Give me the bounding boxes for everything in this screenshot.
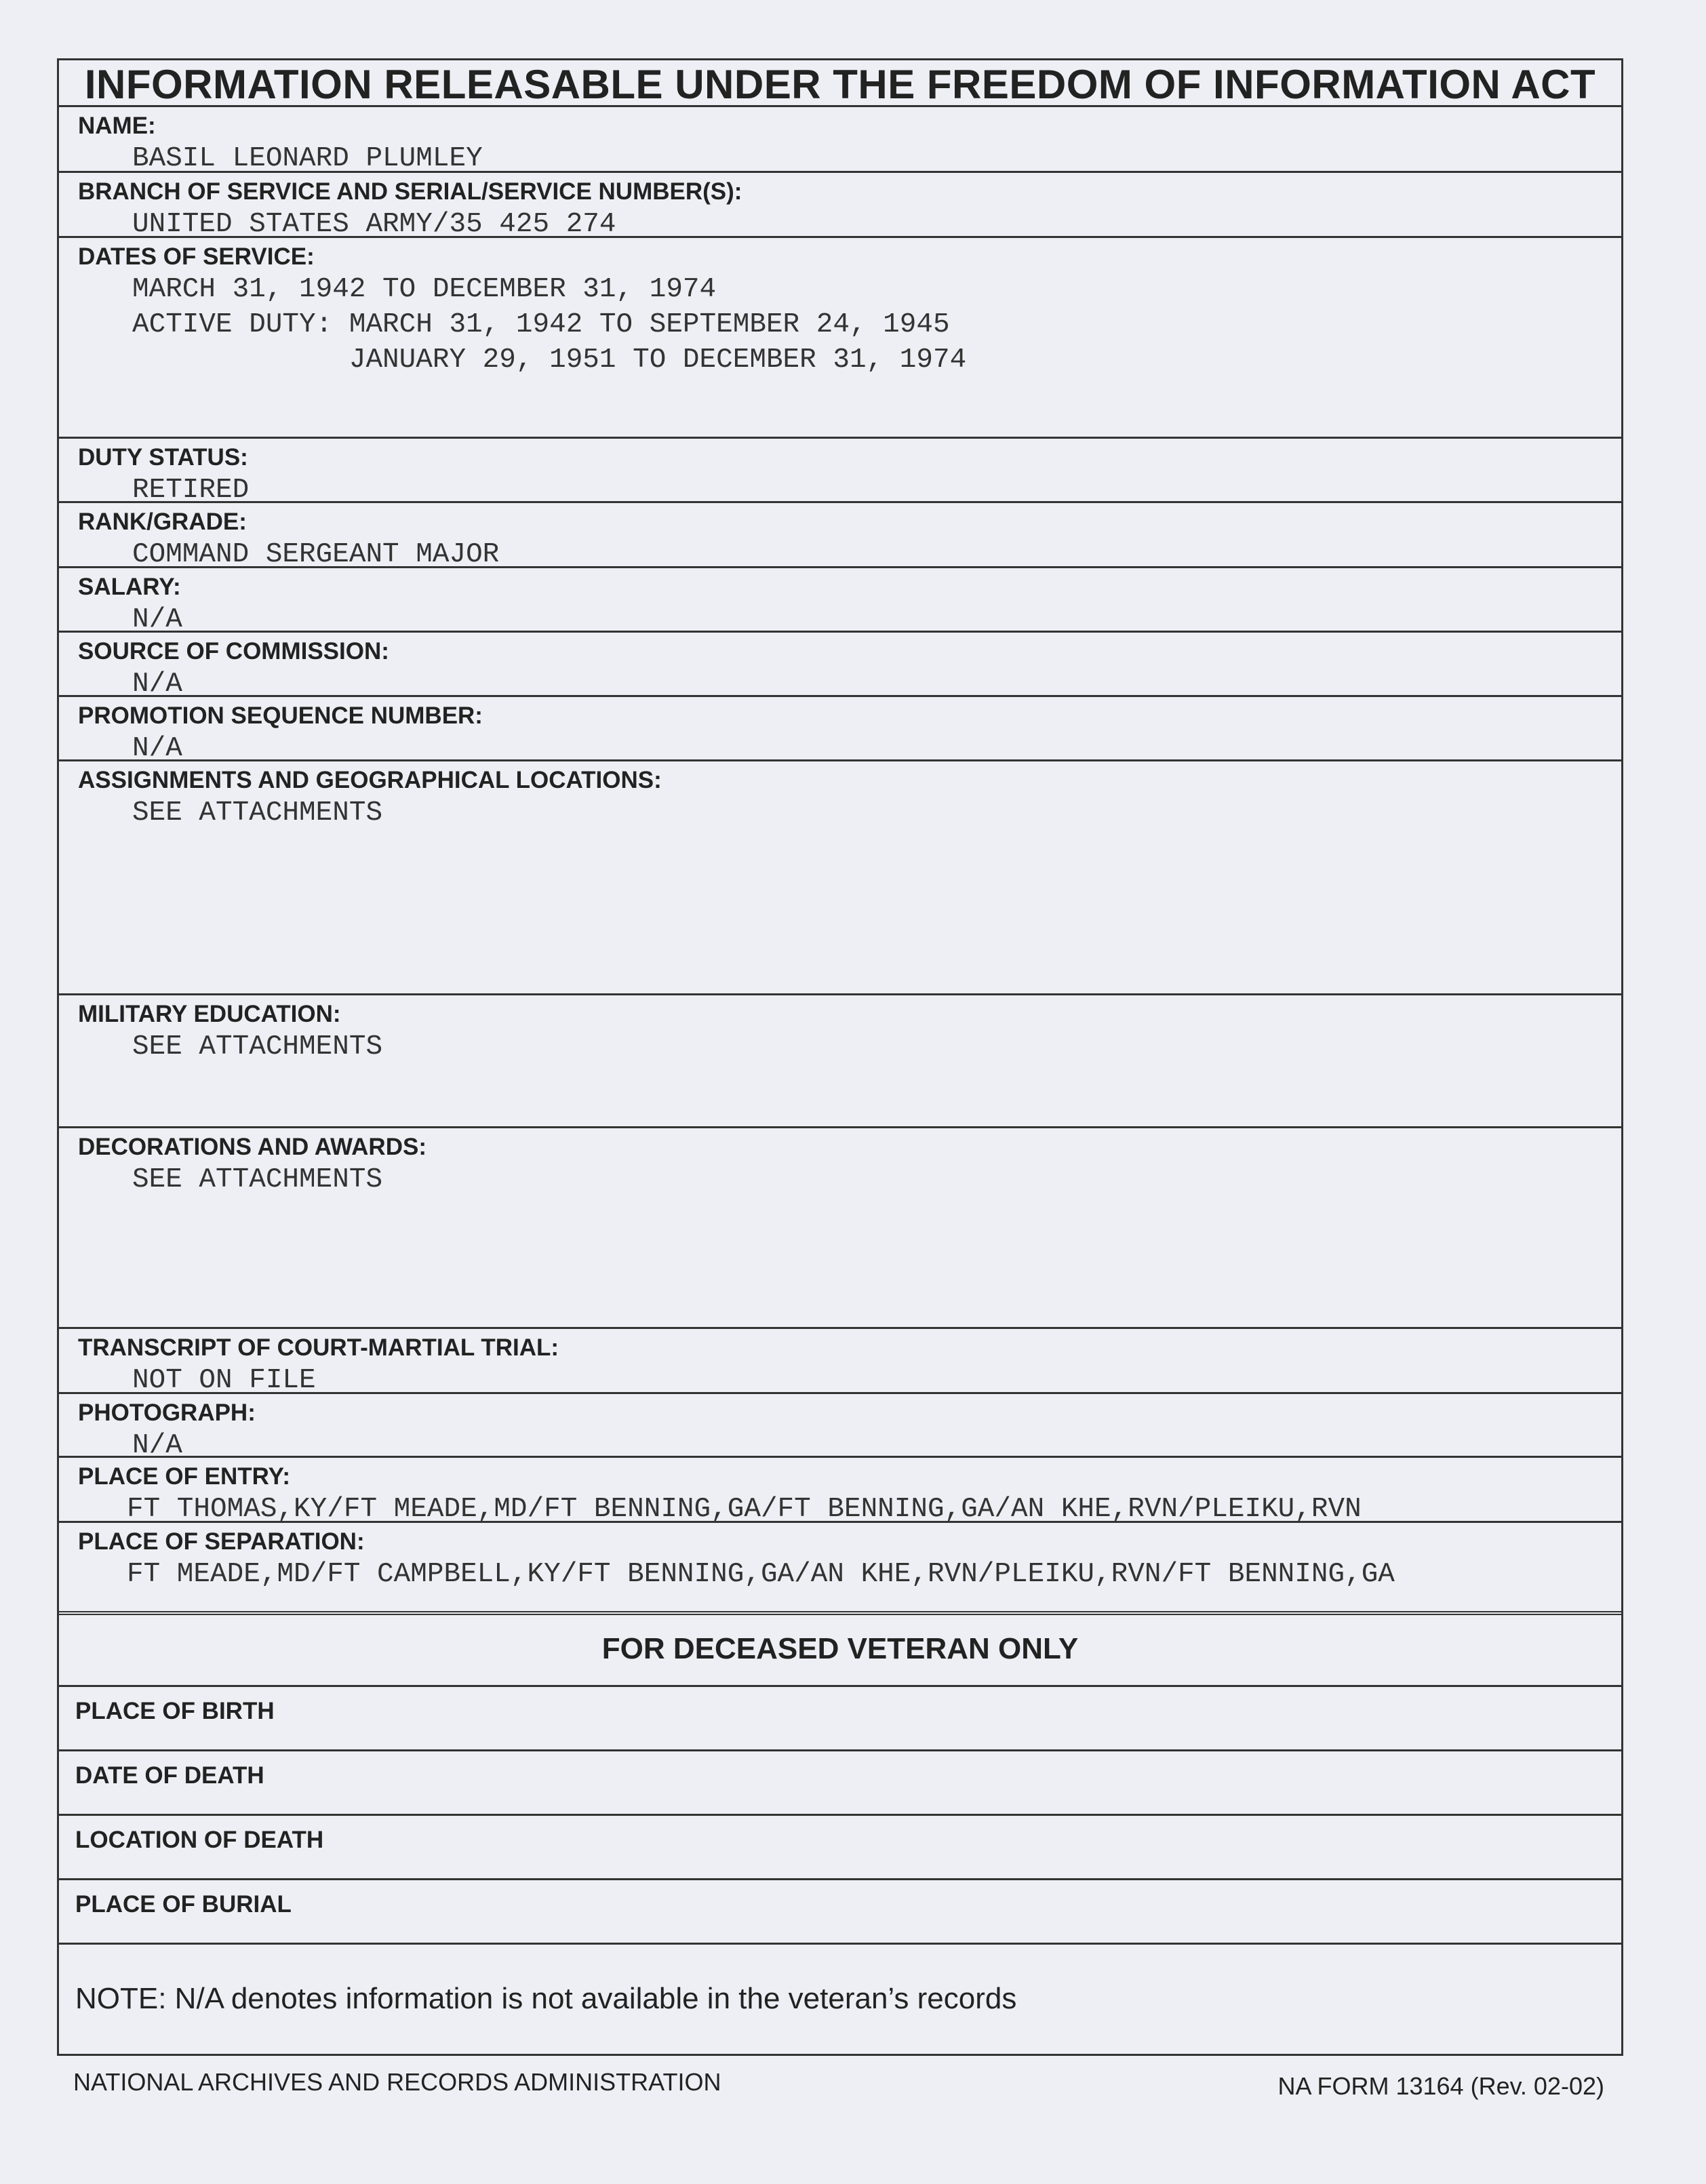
promotion-value: N/A [132, 733, 182, 764]
court-martial-value: NOT ON FILE [132, 1365, 316, 1396]
education-label: MILITARY EDUCATION: [78, 1001, 341, 1027]
death-date-label: DATE OF DEATH [75, 1762, 264, 1789]
rank-value: COMMAND SERGEANT MAJOR [132, 539, 500, 570]
birth-section [59, 1687, 1621, 1751]
promotion-label: PROMOTION SEQUENCE NUMBER: [78, 702, 483, 729]
branch-value: UNITED STATES ARMY/35 425 274 [132, 209, 616, 240]
decorations-label: DECORATIONS AND AWARDS: [78, 1134, 426, 1160]
note-text: NOTE: N/A denotes information is not available in the veteran’s records [75, 1982, 1017, 2015]
dates-label: DATES OF SERVICE: [78, 243, 315, 270]
rank-section [59, 503, 1621, 568]
dates-line-3: JANUARY 29, 1951 TO DECEMBER 31, 1974 [132, 344, 967, 376]
birth-label: PLACE OF BIRTH [75, 1698, 275, 1724]
photograph-label: PHOTOGRAPH: [78, 1399, 256, 1426]
death-location-label: LOCATION OF DEATH [75, 1827, 324, 1853]
dates-line-1: MARCH 31, 1942 TO DECEMBER 31, 1974 [132, 274, 717, 305]
entry-label: PLACE OF ENTRY: [78, 1463, 291, 1490]
duty-status-label: DUTY STATUS: [78, 444, 248, 471]
foia-form [57, 58, 1623, 2056]
decorations-section [59, 1128, 1621, 1329]
education-section [59, 995, 1621, 1128]
promotion-section [59, 697, 1621, 764]
name-value: BASIL LEONARD PLUMLEY [132, 143, 483, 174]
form-title: INFORMATION RELEASABLE UNDER THE FREEDOM OF INFORMATION ACT [59, 60, 1621, 107]
salary-label: SALARY: [78, 574, 181, 600]
deceased-heading: FOR DECEASED VETERAN ONLY [59, 1611, 1621, 1687]
assignments-label: ASSIGNMENTS AND GEOGRAPHICAL LOCATIONS: [78, 767, 662, 793]
education-value: SEE ATTACHMENTS [132, 1031, 383, 1063]
commission-section [59, 633, 1621, 700]
name-section [59, 107, 1621, 173]
entry-section [59, 1458, 1621, 1523]
separation-section [59, 1523, 1621, 1611]
death-location-section [59, 1816, 1621, 1880]
branch-section [59, 173, 1621, 238]
death-date-section [59, 1751, 1621, 1816]
salary-value: N/A [132, 604, 182, 635]
rank-label: RANK/GRADE: [78, 509, 247, 535]
branch-label: BRANCH OF SERVICE AND SERIAL/SERVICE NUMBER(S): [78, 178, 742, 205]
duty-status-section [59, 439, 1621, 506]
name-label: NAME: [78, 113, 156, 139]
footer-form-number: NA FORM 13164 (Rev. 02-02) [1277, 2072, 1604, 2100]
photograph-section [59, 1394, 1621, 1461]
court-martial-section [59, 1329, 1621, 1394]
burial-section [59, 1880, 1621, 1945]
separation-value: FT MEADE,MD/FT CAMPBELL,KY/FT BENNING,GA/AN KHE,RVN/PLEIKU,RVN/FT BENNING,GA [127, 1559, 1395, 1590]
footer-agency: NATIONAL ARCHIVES AND RECORDS ADMINISTRATION [73, 2068, 721, 2096]
commission-value: N/A [132, 669, 182, 700]
entry-value: FT THOMAS,KY/FT MEADE,MD/FT BENNING,GA/FT BENNING,GA/AN KHE,RVN/PLEIKU,RVN [127, 1494, 1362, 1525]
dates-section [59, 238, 1621, 439]
photograph-value: N/A [132, 1430, 182, 1461]
commission-label: SOURCE OF COMMISSION: [78, 638, 389, 664]
separation-label: PLACE OF SEPARATION: [78, 1528, 365, 1555]
salary-section [59, 568, 1621, 633]
decorations-value: SEE ATTACHMENTS [132, 1164, 383, 1195]
assignments-section [59, 761, 1621, 995]
dates-line-2: ACTIVE DUTY: MARCH 31, 1942 TO SEPTEMBER 24, 1945 [132, 309, 950, 340]
court-martial-label: TRANSCRIPT OF COURT-MARTIAL TRIAL: [78, 1334, 559, 1361]
burial-label: PLACE OF BURIAL [75, 1891, 292, 1918]
duty-status-value: RETIRED [132, 475, 250, 506]
assignments-value: SEE ATTACHMENTS [132, 797, 383, 829]
